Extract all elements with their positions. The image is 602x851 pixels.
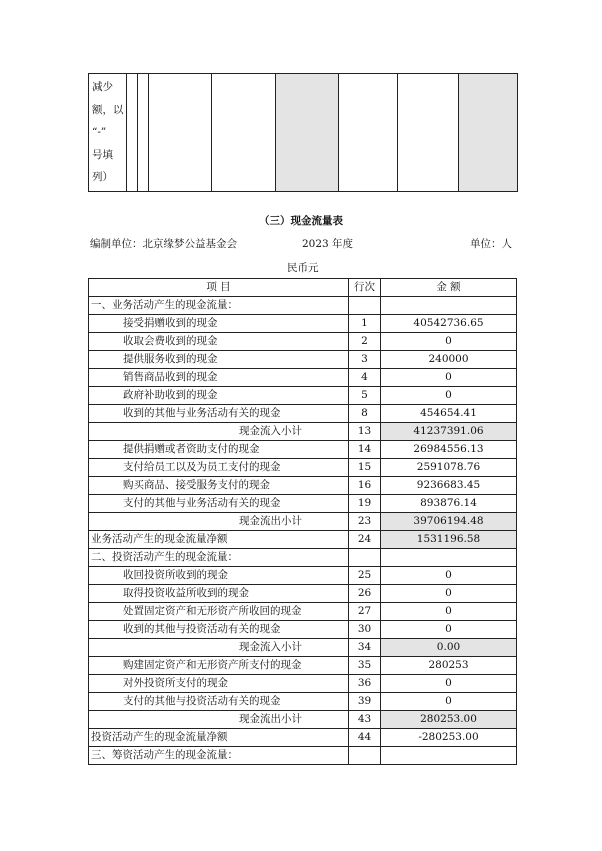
note-line: 列） bbox=[92, 171, 113, 183]
header-item: 项 目 bbox=[89, 279, 349, 297]
row-line-number: 34 bbox=[349, 639, 381, 657]
row-line-number: 36 bbox=[349, 675, 381, 693]
row-line-number: 44 bbox=[349, 729, 381, 747]
row-line-number: 30 bbox=[349, 621, 381, 639]
row-line-number: 39 bbox=[349, 693, 381, 711]
row-line-number: 26 bbox=[349, 585, 381, 603]
row-amount: 0.00 bbox=[381, 639, 517, 657]
row-item: 收到的其他与投资活动有关的现金 bbox=[89, 621, 349, 639]
row-amount: 0 bbox=[381, 387, 517, 405]
empty-cell bbox=[212, 74, 276, 192]
shaded-cell bbox=[276, 74, 339, 192]
row-line-number: 27 bbox=[349, 603, 381, 621]
note-line: 号填 bbox=[92, 148, 113, 161]
row-item: 三、筹资活动产生的现金流量： bbox=[89, 747, 349, 765]
row-item: 业务活动产生的现金流量净额 bbox=[89, 531, 349, 549]
cash-flow-table bbox=[88, 278, 517, 765]
previous-table-fragment bbox=[88, 73, 518, 192]
row-amount bbox=[381, 297, 517, 315]
row-item: 一、业务活动产生的现金流量： bbox=[89, 297, 349, 315]
row-amount: 0 bbox=[381, 693, 517, 711]
shaded-cell bbox=[459, 74, 518, 192]
row-item: 处置固定资产和无形资产所收回的现金 bbox=[89, 603, 349, 621]
table-row bbox=[89, 567, 517, 585]
row-item: 现金流出小计 bbox=[89, 513, 349, 531]
row-item: 投资活动产生的现金流量净额 bbox=[89, 729, 349, 747]
row-item: 现金流入小计 bbox=[89, 639, 349, 657]
row-item: 接受捐赠收到的现金 bbox=[89, 315, 349, 333]
row-amount: -280253.00 bbox=[381, 729, 517, 747]
row-item: 提供捐赠或者资助支付的现金 bbox=[89, 441, 349, 459]
row-item: 政府补助收到的现金 bbox=[89, 387, 349, 405]
row-line-number bbox=[349, 297, 381, 315]
org-name: 编制单位：北京缘梦公益基金会 bbox=[90, 238, 237, 250]
row-item: 购建固定资产和无形资产所支付的现金 bbox=[89, 657, 349, 675]
table-row bbox=[89, 369, 517, 387]
row-amount: 39706194.48 bbox=[381, 513, 517, 531]
row-line-number: 2 bbox=[349, 333, 381, 351]
empty-cell bbox=[138, 74, 149, 192]
table-row bbox=[89, 495, 517, 513]
row-amount: 0 bbox=[381, 585, 517, 603]
row-amount: 2591078.76 bbox=[381, 459, 517, 477]
row-item: 支付的其他与业务活动有关的现金 bbox=[89, 495, 349, 513]
table-row bbox=[89, 621, 517, 639]
row-item: 收回投资所收到的现金 bbox=[89, 567, 349, 585]
row-amount: 40542736.65 bbox=[381, 315, 517, 333]
row-line-number: 23 bbox=[349, 513, 381, 531]
note-line: “-” bbox=[92, 126, 107, 138]
table-row bbox=[89, 657, 517, 675]
table-row bbox=[89, 585, 517, 603]
row-line-number: 19 bbox=[349, 495, 381, 513]
row-amount: 0 bbox=[381, 621, 517, 639]
row-amount: 0 bbox=[381, 369, 517, 387]
table-row bbox=[89, 549, 517, 567]
table-row bbox=[89, 387, 517, 405]
row-amount bbox=[381, 549, 517, 567]
row-item: 对外投资所支付的现金 bbox=[89, 675, 349, 693]
row-line-number: 24 bbox=[349, 531, 381, 549]
row-line-number: 13 bbox=[349, 423, 381, 441]
table-row bbox=[89, 531, 517, 549]
row-amount: 0 bbox=[381, 333, 517, 351]
row-line-number: 14 bbox=[349, 441, 381, 459]
row-amount: 0 bbox=[381, 675, 517, 693]
table-row bbox=[89, 477, 517, 495]
row-item: 收到的其他与业务活动有关的现金 bbox=[89, 405, 349, 423]
row-line-number: 43 bbox=[349, 711, 381, 729]
row-line-number: 3 bbox=[349, 351, 381, 369]
row-line-number: 5 bbox=[349, 387, 381, 405]
row-amount: 9236683.45 bbox=[381, 477, 517, 495]
row-item: 支付给员工以及为员工支付的现金 bbox=[89, 459, 349, 477]
table-row bbox=[89, 693, 517, 711]
row-item: 收取会费收到的现金 bbox=[89, 333, 349, 351]
row-item: 二、投资活动产生的现金流量： bbox=[89, 549, 349, 567]
table-row bbox=[89, 747, 517, 765]
row-line-number: 15 bbox=[349, 459, 381, 477]
row-line-number bbox=[349, 747, 381, 765]
table-row bbox=[89, 405, 517, 423]
empty-cell bbox=[398, 74, 459, 192]
report-year: 2023 年度 bbox=[302, 238, 354, 250]
row-item: 销售商品收到的现金 bbox=[89, 369, 349, 387]
row-amount: 280253 bbox=[381, 657, 517, 675]
row-amount: 0 bbox=[381, 603, 517, 621]
row-item: 支付的其他与投资活动有关的现金 bbox=[89, 693, 349, 711]
empty-cell bbox=[127, 74, 138, 192]
empty-cell bbox=[149, 74, 212, 192]
table-row bbox=[89, 441, 517, 459]
table-row bbox=[89, 297, 517, 315]
row-item: 现金流出小计 bbox=[89, 711, 349, 729]
header-amount: 金 额 bbox=[381, 279, 517, 297]
empty-cell bbox=[339, 74, 398, 192]
table-row bbox=[89, 639, 517, 657]
row-amount: 454654.41 bbox=[381, 405, 517, 423]
header-line: 行次 bbox=[349, 279, 381, 297]
note-cell bbox=[89, 74, 127, 192]
row-line-number bbox=[349, 549, 381, 567]
row-item: 现金流入小计 bbox=[89, 423, 349, 441]
row-item: 购买商品、接受服务支付的现金 bbox=[89, 477, 349, 495]
row-amount: 280253.00 bbox=[381, 711, 517, 729]
row-amount: 893876.14 bbox=[381, 495, 517, 513]
unit-label-continued: 民币元 bbox=[287, 262, 319, 274]
row-item: 提供服务收到的现金 bbox=[89, 351, 349, 369]
row-line-number: 1 bbox=[349, 315, 381, 333]
row-line-number: 8 bbox=[349, 405, 381, 423]
row-line-number: 25 bbox=[349, 567, 381, 585]
table-row bbox=[89, 333, 517, 351]
row-item: 取得投资收益所收到的现金 bbox=[89, 585, 349, 603]
note-line: 额，以 bbox=[92, 103, 124, 116]
note-line: 减少 bbox=[92, 81, 113, 93]
table-row bbox=[89, 423, 517, 441]
table-row bbox=[89, 729, 517, 747]
table-row bbox=[89, 351, 517, 369]
table-row bbox=[89, 711, 517, 729]
row-amount bbox=[381, 747, 517, 765]
row-amount: 240000 bbox=[381, 351, 517, 369]
row-amount: 1531196.58 bbox=[381, 531, 517, 549]
unit-label: 单位：人 bbox=[470, 238, 512, 250]
row-amount: 0 bbox=[381, 567, 517, 585]
row-line-number: 4 bbox=[349, 369, 381, 387]
row-line-number: 35 bbox=[349, 657, 381, 675]
row-amount: 26984556.13 bbox=[381, 441, 517, 459]
table-row bbox=[89, 513, 517, 531]
section-title: （三）现金流量表 bbox=[259, 215, 343, 227]
table-row bbox=[89, 459, 517, 477]
row-line-number: 16 bbox=[349, 477, 381, 495]
table-row bbox=[89, 603, 517, 621]
table-row bbox=[89, 315, 517, 333]
row-amount: 41237391.06 bbox=[381, 423, 517, 441]
table-row bbox=[89, 675, 517, 693]
